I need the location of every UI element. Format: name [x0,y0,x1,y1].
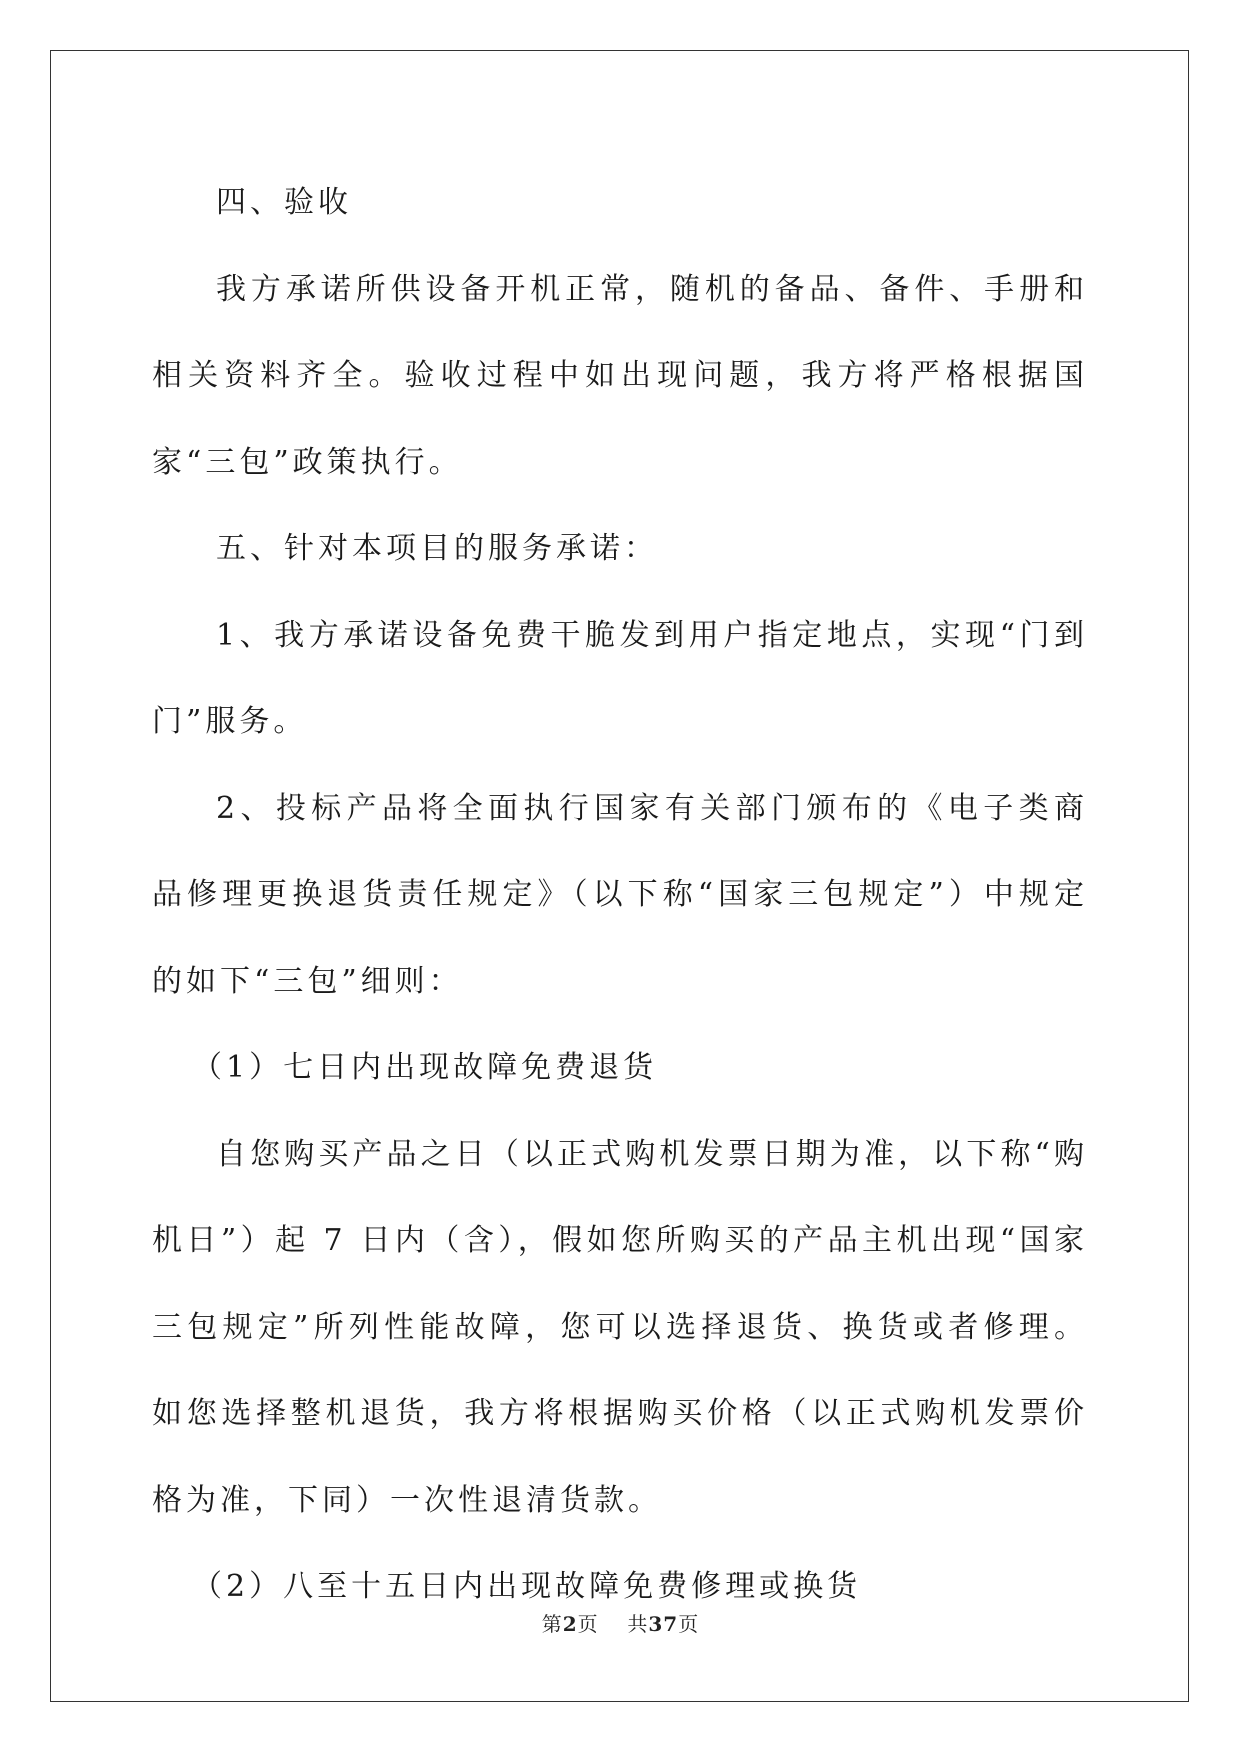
subheading-seven-day-return: （1）七日内出现故障免费退货 [192,1050,658,1085]
seven-day-return-paragraph: 自您购买产品之日（以正式购机发票日期为准，以下称“购机日”）起 7 日内（含），假如您所购买的产品主机出现“国家三包规定”所列性能故障，您可以选择退货、换货或者修理。如您选择整机退货，我方将根据购买价格（以正式购机发票价格为准，下同）一次性退清货款。 [152,1136,1088,1518]
service-item-2: 2、投标产品将全面执行国家有关部门颁布的《电子类商品修理更换退货责任规定》（以下称“国家三包规定”）中规定的如下“三包”细则： [152,790,1088,999]
footer-total-prefix: 共 [627,1612,649,1636]
footer-total-suffix: 页 [678,1612,700,1636]
heading-service-commitment: 五、针对本项目的服务承诺： [216,531,658,566]
footer-page-prefix: 第 [541,1612,563,1636]
footer-page-number: 2 [562,1612,578,1636]
heading-acceptance: 四、验收 [216,185,352,220]
footer-total-pages: 37 [648,1612,679,1636]
footer-page-suffix: 页 [577,1612,599,1636]
document-body [152,160,1088,1631]
subheading-fifteen-day-repair: （2）八至十五日内出现故障免费修理或换货 [192,1569,862,1604]
page-footer [0,1608,1241,1637]
service-item-1: 1、我方承诺设备免费干脆发到用户指定地点，实现“门到门”服务。 [152,617,1088,739]
acceptance-paragraph: 我方承诺所供设备开机正常，随机的备品、备件、手册和相关资料齐全。验收过程中如出现问题，我方将严格根据国家“三包”政策执行。 [152,271,1088,480]
